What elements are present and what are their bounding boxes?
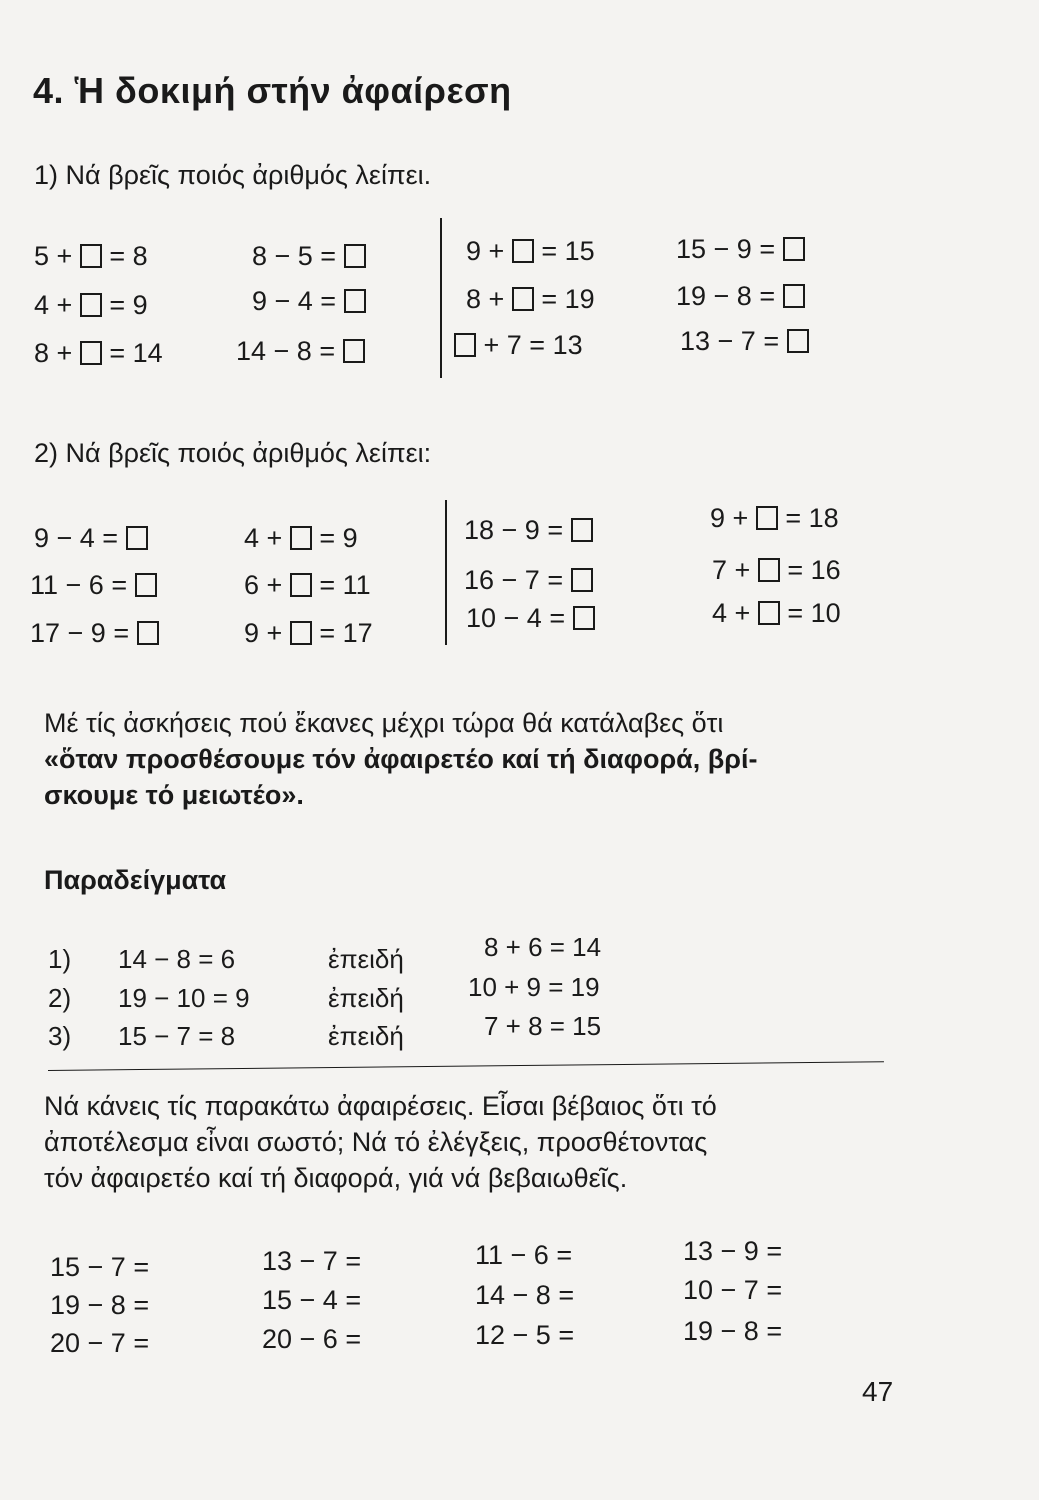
equation-row: 8 + = 19 <box>466 284 595 314</box>
answer-box[interactable] <box>454 333 476 357</box>
subtraction-item: 15 − 4 = <box>262 1285 362 1315</box>
answer-box[interactable] <box>290 621 312 645</box>
example-number: 1) <box>48 944 72 974</box>
example-check: 10 + 9 = 19 <box>468 972 600 1002</box>
page-number: 47 <box>862 1376 894 1407</box>
examples-heading: Παραδείγματα <box>44 865 227 895</box>
example-check: 7 + 8 = 15 <box>484 1011 602 1041</box>
exercise-2-instruction: 2) Νά βρεῖς ποιός ἀριθμός λείπει: <box>34 438 432 468</box>
equation-row: 11 − 6 = <box>30 570 157 601</box>
task-line: ἀποτέλεσμα εἶναι σωστό; Νά τό ἐλέγξεις, προσθέτοντας <box>44 1127 708 1157</box>
subtraction-item: 13 − 9 = <box>683 1236 783 1266</box>
equation-row: 16 − 7 = <box>464 565 593 596</box>
equation-row: 9 − 4 = <box>252 286 366 317</box>
answer-box[interactable] <box>344 244 366 268</box>
subtraction-item: 12 − 5 = <box>475 1320 575 1350</box>
equation-row: 15 − 9 = <box>676 234 805 265</box>
subtraction-item: 20 − 6 = <box>262 1324 362 1354</box>
example-equation: 19 − 10 = 9 <box>118 983 250 1013</box>
equation-row: 9 + = 15 <box>466 236 595 266</box>
equation-row: 4 + = 9 <box>244 523 358 553</box>
answer-box[interactable] <box>290 573 312 597</box>
equation-row: 17 − 9 = <box>30 618 159 649</box>
task-paragraph <box>44 1088 894 1196</box>
equation-row: 18 − 9 = <box>464 515 593 546</box>
task-line: τόν ἀφαιρετέο καί τή διαφορά, γιά νά βεβαιωθεῖς. <box>44 1163 628 1193</box>
example-word: ἐπειδή <box>328 944 404 974</box>
answer-box[interactable] <box>512 287 534 311</box>
exercise-1-instruction: 1) Νά βρεῖς ποιός ἀριθμός λείπει. <box>34 160 432 190</box>
equation-row: 13 − 7 = <box>680 326 809 357</box>
answer-box[interactable] <box>783 284 805 308</box>
example-word: ἐπειδή <box>328 983 404 1013</box>
equation-row: 14 − 8 = <box>236 336 365 367</box>
answer-box[interactable] <box>135 573 157 597</box>
equation-row: 4 + = 9 <box>34 290 148 320</box>
separator-line <box>48 1061 884 1071</box>
answer-box[interactable] <box>80 341 102 365</box>
column-divider <box>445 500 447 645</box>
subtraction-item: 13 − 7 = <box>262 1246 362 1276</box>
equation-row: 10 − 4 = <box>466 603 595 634</box>
subtraction-item: 14 − 8 = <box>475 1280 575 1310</box>
column-divider <box>440 218 442 378</box>
example-equation: 15 − 7 = 8 <box>118 1021 236 1051</box>
answer-box[interactable] <box>137 621 159 645</box>
equation-row: 4 + = 10 <box>712 598 841 628</box>
rule-line-bold: σκουμε τό μειωτέο». <box>44 780 304 810</box>
equation-row: 9 + = 17 <box>244 618 373 648</box>
subtraction-item: 19 − 8 = <box>50 1290 150 1320</box>
equation-row: 8 + = 14 <box>34 338 163 368</box>
equation-row: 7 + = 16 <box>712 555 841 585</box>
answer-box[interactable] <box>573 606 595 630</box>
answer-box[interactable] <box>783 237 805 261</box>
section-title: 4. Ἡ δοκιμή στήν ἀφαίρεση <box>33 70 512 111</box>
equation-row: 5 + = 8 <box>34 241 148 271</box>
answer-box[interactable] <box>80 293 102 317</box>
example-number: 2) <box>48 983 72 1013</box>
rule-paragraph <box>44 705 894 813</box>
subtraction-item: 11 − 6 = <box>475 1240 573 1270</box>
equation-row: 19 − 8 = <box>676 281 805 312</box>
answer-box[interactable] <box>758 601 780 625</box>
answer-box[interactable] <box>787 329 809 353</box>
example-number: 3) <box>48 1021 72 1051</box>
subtraction-item: 19 − 8 = <box>683 1316 783 1346</box>
answer-box[interactable] <box>512 239 534 263</box>
task-line: Νά κάνεις τίς παρακάτω ἀφαιρέσεις. Εἶσαι βέβαιος ὅτι τό <box>44 1091 717 1121</box>
answer-box[interactable] <box>344 289 366 313</box>
equation-row: + 7 = 13 <box>454 330 583 361</box>
answer-box[interactable] <box>126 526 148 550</box>
equation-row: 8 − 5 = <box>252 241 366 272</box>
answer-box[interactable] <box>290 526 312 550</box>
example-check: 8 + 6 = 14 <box>484 932 602 962</box>
subtraction-item: 20 − 7 = <box>50 1328 150 1358</box>
equation-row: 6 + = 11 <box>244 570 371 600</box>
subtraction-item: 15 − 7 = <box>50 1252 150 1282</box>
equation-row: 9 + = 18 <box>710 503 839 533</box>
equation-row: 9 − 4 = <box>34 523 148 554</box>
example-equation: 14 − 8 = 6 <box>118 944 236 974</box>
answer-box[interactable] <box>80 244 102 268</box>
answer-box[interactable] <box>571 568 593 592</box>
rule-line: Μέ τίς ἀσκήσεις πού ἔκανες μέχρι τώρα θά κατάλαβες ὅτι <box>44 708 724 738</box>
rule-line-bold: «ὅταν προσθέσουμε τόν ἀφαιρετέο καί τή διαφορά, βρί- <box>44 744 758 774</box>
answer-box[interactable] <box>571 518 593 542</box>
subtraction-item: 10 − 7 = <box>683 1275 783 1305</box>
answer-box[interactable] <box>756 506 778 530</box>
example-word: ἐπειδή <box>328 1021 404 1051</box>
answer-box[interactable] <box>758 558 780 582</box>
answer-box[interactable] <box>343 339 365 363</box>
